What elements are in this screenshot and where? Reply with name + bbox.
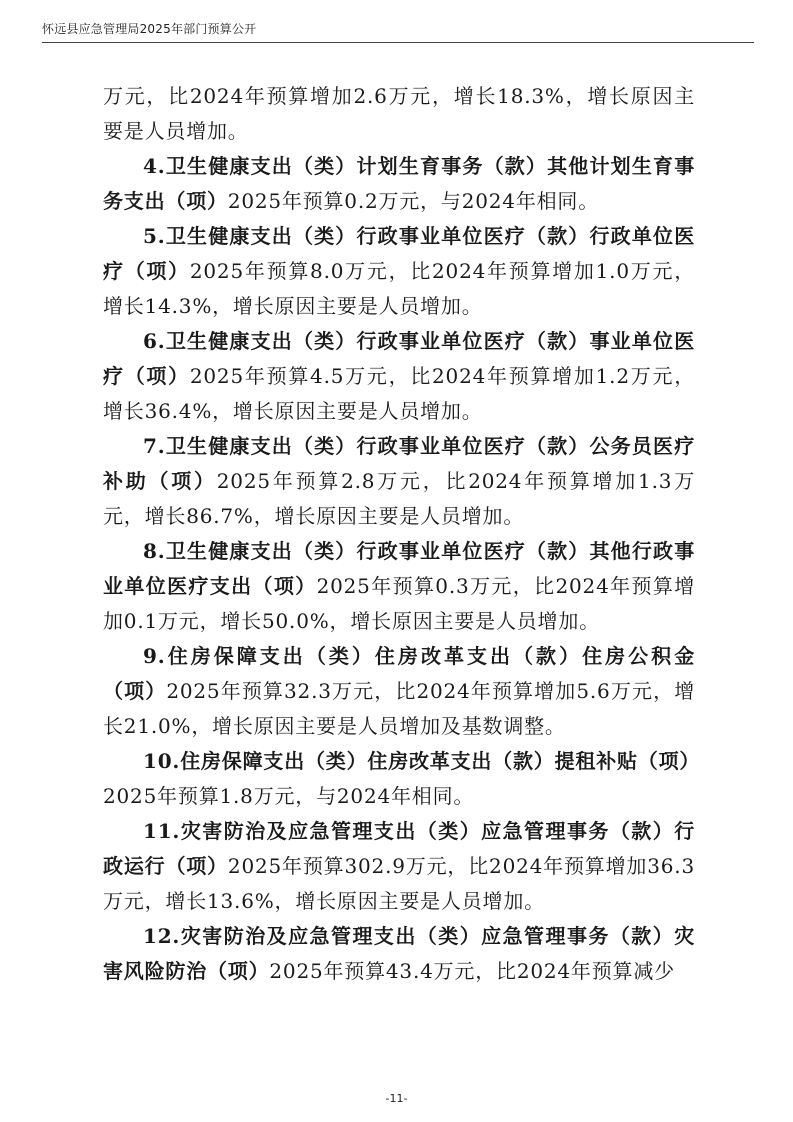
paragraph-item-7 xyxy=(103,429,695,534)
page-number: -11- xyxy=(385,1092,408,1105)
paragraph-head: 10.住房保障支出（类）住房改革支出（款）提租补贴（项） xyxy=(143,749,701,773)
paragraph-text: 2025年预算0.2万元，与2024年相同。 xyxy=(227,189,600,213)
paragraph-head: 4.卫生健康支出（类）计划生育事务（款）其他计划生育事务支出（项） xyxy=(103,154,695,213)
paragraph-text: 2025年预算4.5万元，比2024年预算增加1.2万元，增长36.4%，增长原因主要是人员增加。 xyxy=(103,364,695,423)
paragraph-text: 2025年预算0.3万元，比2024年预算增加0.1万元，增长50.0%，增长原因主要是人员增加。 xyxy=(103,574,696,633)
paragraph-item-12 xyxy=(103,919,695,989)
paragraph-text: 2025年预算32.3万元，比2024年预算增加5.6万元，增长21.0%，增长原因主要是人员增加及基数调整。 xyxy=(103,679,695,738)
paragraph-continuation xyxy=(103,79,695,149)
paragraph-item-5 xyxy=(103,219,695,324)
paragraph-text: 2025年预算8.0万元，比2024年预算增加1.0万元，增长14.3%，增长原因主要是人员增加。 xyxy=(103,259,695,318)
paragraph-head: 9.住房保障支出（类）住房改革支出（款）住房公积金（项） xyxy=(103,644,695,703)
paragraph-item-4 xyxy=(103,149,695,219)
paragraph-head: 5.卫生健康支出（类）行政事业单位医疗（款）行政单位医疗（项） xyxy=(103,224,695,283)
header-title: 怀远县应急管理局2025年部门预算公开 xyxy=(42,22,257,36)
paragraph-item-10 xyxy=(103,744,701,814)
paragraph-head: 8.卫生健康支出（类）行政事业单位医疗（款）其他行政事业单位医疗支出（项） xyxy=(103,539,695,598)
paragraph-text: 万元，比2024年预算增加2.6万元，增长18.3%，增长原因主要是人员增加。 xyxy=(103,84,695,143)
paragraph-head: 11.灾害防治及应急管理支出（类）应急管理事务（款）行政运行（项） xyxy=(103,819,695,878)
paragraph-item-11 xyxy=(103,814,695,919)
paragraph-text: 2025年预算1.8万元，与2024年相同。 xyxy=(103,784,475,808)
paragraph-item-9 xyxy=(103,639,695,744)
paragraph-head: 6.卫生健康支出（类）行政事业单位医疗（款）事业单位医疗（项） xyxy=(103,329,695,388)
document-body xyxy=(103,79,701,989)
paragraph-head: 7.卫生健康支出（类）行政事业单位医疗（款）公务员医疗补助（项） xyxy=(103,434,695,493)
paragraph-text: 2025年预算2.8万元，比2024年预算增加1.3万元，增长86.7%，增长原因主要是人员增加。 xyxy=(103,469,696,528)
paragraph-text: 2025年预算302.9万元，比2024年预算增加36.3万元，增长13.6%，增长原因主要是人员增加。 xyxy=(103,854,695,913)
paragraph-item-6 xyxy=(103,324,695,429)
paragraph-item-8 xyxy=(103,534,695,639)
page-header xyxy=(42,18,754,43)
paragraph-text: 2025年预算43.4万元，比2024年预算减少 xyxy=(269,959,675,983)
paragraph-head: 12.灾害防治及应急管理支出（类）应急管理事务（款）灾害风险防治（项） xyxy=(103,924,695,983)
